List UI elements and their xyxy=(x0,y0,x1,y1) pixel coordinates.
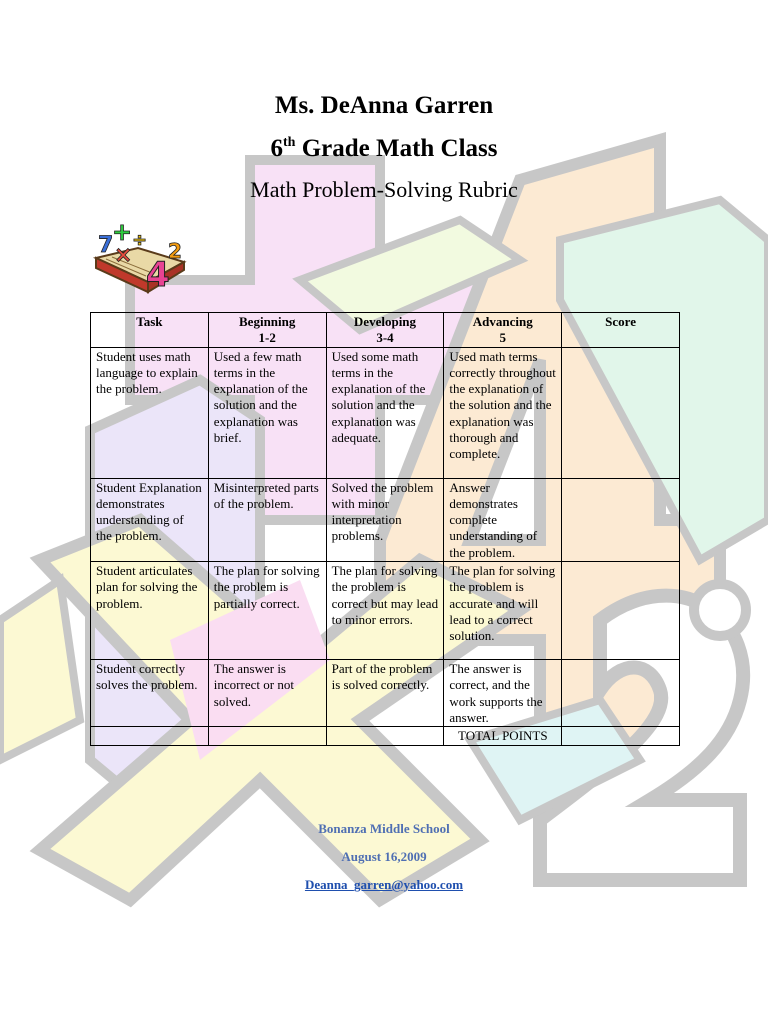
header-beginning: Beginning 1-2 xyxy=(208,313,326,348)
table-row xyxy=(91,478,680,561)
score-cell[interactable] xyxy=(562,562,680,660)
advancing-cell: Answer demonstrates complete understanding of the problem. xyxy=(444,478,562,561)
total-row xyxy=(91,727,680,745)
advancing-cell: The plan for solving the problem is accurate and will lead to a correct solution. xyxy=(444,562,562,660)
task-cell: Student Explanation demonstrates understanding of the problem. xyxy=(91,478,209,561)
header-advancing: Advancing 5 xyxy=(444,313,562,348)
total-points-label: TOTAL POINTS xyxy=(444,727,562,745)
svg-text:÷: ÷ xyxy=(132,230,148,251)
total-score-cell[interactable] xyxy=(562,727,680,745)
header-task: Task xyxy=(91,313,209,348)
email-link[interactable]: Deanna_garren@yahoo.com xyxy=(304,877,464,892)
task-cell: Student articulates plan for solving the problem. xyxy=(91,562,209,660)
school-name: Bonanza Middle School xyxy=(318,821,450,836)
table-row xyxy=(91,660,680,727)
beginning-cell: The plan for solving the problem is partially correct. xyxy=(208,562,326,660)
developing-cell: Part of the problem is solved correctly. xyxy=(326,660,444,727)
teacher-name: Ms. DeAnna Garren xyxy=(274,92,494,119)
advancing-cell: The answer is correct, and the work supports the answer. xyxy=(444,660,562,727)
table-row xyxy=(91,562,680,660)
table-row xyxy=(91,347,680,478)
beginning-cell: Used a few math terms in the explanation of the solution and the explanation was brief. xyxy=(208,347,326,478)
empty-cell xyxy=(208,727,326,745)
empty-cell xyxy=(91,727,209,745)
developing-cell: Used some math terms in the explanation of the solution and the explanation was adequate. xyxy=(326,347,444,478)
beginning-cell: The answer is incorrect or not solved. xyxy=(208,660,326,727)
rubric-table xyxy=(90,312,680,746)
svg-text:4: 4 xyxy=(146,255,170,295)
document-date: August 16,2009 xyxy=(341,849,427,864)
grade-suffix: th xyxy=(282,135,296,150)
beginning-cell: Misinterpreted parts of the problem. xyxy=(208,478,326,561)
header-row xyxy=(91,313,680,348)
header-score: Score xyxy=(562,313,680,348)
class-title-rest: Grade Math Class xyxy=(301,135,498,162)
svg-text:7: 7 xyxy=(98,233,114,258)
score-cell[interactable] xyxy=(562,478,680,561)
svg-text:2: 2 xyxy=(168,239,182,263)
score-cell[interactable] xyxy=(562,660,680,727)
svg-text:+: + xyxy=(112,218,133,246)
developing-cell: The plan for solving the problem is correct but may lead to minor errors. xyxy=(326,562,444,660)
advancing-cell: Used math terms correctly throughout the explanation of the solution and the explanation was thorough and complete. xyxy=(444,347,562,478)
svg-text:×: × xyxy=(114,243,133,268)
score-cell[interactable] xyxy=(562,347,680,478)
grade-number: 6 xyxy=(270,135,283,162)
header-developing: Developing 3-4 xyxy=(326,313,444,348)
math-book-icon xyxy=(88,212,196,296)
rubric-title: Math Problem-Solving Rubric xyxy=(250,177,518,202)
class-title xyxy=(0,135,768,163)
empty-cell xyxy=(326,727,444,745)
developing-cell: Solved the problem with minor interpretation problems. xyxy=(326,478,444,561)
task-cell: Student correctly solves the problem. xyxy=(91,660,209,727)
task-cell: Student uses math language to explain the problem. xyxy=(91,347,209,478)
